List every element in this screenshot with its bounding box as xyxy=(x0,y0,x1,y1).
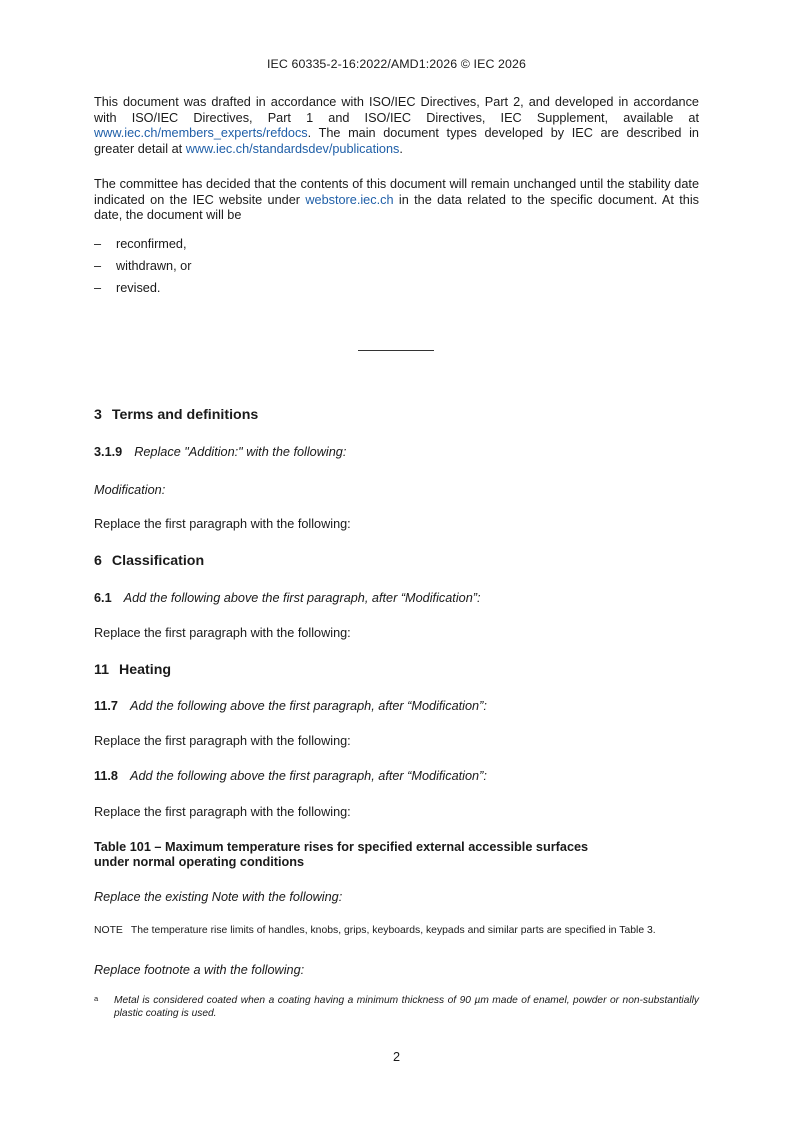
clause-11-7 xyxy=(94,699,487,713)
clause-3-1-9 xyxy=(94,445,346,459)
table-title-line: Table 101 – Maximum temperature rises for specified external accessible surfaces xyxy=(94,840,589,854)
note-text: The temperature rise limits of handles, knobs, grips, keyboards, keypads and similar parts are specified in Table 3. xyxy=(130,925,656,936)
clause-instruction: Add the following above the first paragraph, after “Modification”: xyxy=(130,699,487,713)
page-number: 2 xyxy=(392,1050,401,1064)
footnote-mark: a xyxy=(94,994,99,1003)
list-dash: – xyxy=(94,281,102,295)
replace-instruction: Replace the first paragraph with the following: xyxy=(94,805,351,819)
clause-number: 11.7 xyxy=(94,699,118,713)
clause-6-1 xyxy=(94,591,481,605)
replace-instruction: Replace the first paragraph with the following: xyxy=(94,517,351,531)
clause-instruction: Replace "Addition:" with the following: xyxy=(134,445,347,459)
footnote-text: Metal is considered coated when a coating having a minimum thickness of 90 µm made of enamel, powder or non-substantially plastic coating is used. xyxy=(114,995,699,1019)
section-6-heading xyxy=(94,553,204,569)
section-11-heading xyxy=(94,662,171,678)
list-item-text: revised. xyxy=(116,281,161,295)
replace-instruction: Replace the first paragraph with the following: xyxy=(94,626,351,640)
list-item-text: reconfirmed, xyxy=(116,237,187,251)
section-title: Heating xyxy=(119,662,172,678)
intro-text: . xyxy=(399,141,403,156)
separator-rule xyxy=(358,350,434,351)
intro-text: . The main document types developed by IEC are described in greater detail at xyxy=(94,126,699,156)
table-note xyxy=(94,925,699,938)
replace-note-instruction: Replace the existing Note with the following: xyxy=(94,890,343,904)
clause-11-8 xyxy=(94,769,487,783)
table-title-line: under normal operating conditions xyxy=(94,855,305,869)
webstore-link[interactable]: webstore.iec.ch xyxy=(305,192,394,207)
replace-footnote-instruction: Replace footnote a with the following: xyxy=(94,963,305,977)
list-dash: – xyxy=(94,237,102,251)
note-label: NOTE xyxy=(94,925,123,936)
clause-number: 11.8 xyxy=(94,769,118,783)
section-number: 3 xyxy=(94,407,102,423)
section-3-heading xyxy=(94,407,258,423)
section-title: Terms and definitions xyxy=(111,407,259,423)
section-number: 6 xyxy=(94,553,102,569)
section-number: 11 xyxy=(94,662,109,678)
list-dash: – xyxy=(94,259,102,273)
page-header: IEC 60335-2-16:2022/AMD1:2026 © IEC 2026 xyxy=(266,57,527,71)
refdocs-link[interactable]: www.iec.ch/members_experts/refdocs xyxy=(94,126,308,141)
clause-number: 3.1.9 xyxy=(94,445,123,459)
publications-link[interactable]: www.iec.ch/standardsdev/publications xyxy=(185,141,400,156)
clause-instruction: Add the following above the first paragraph, after “Modification”: xyxy=(130,769,487,783)
list-item xyxy=(94,280,160,296)
list-item xyxy=(94,258,191,274)
modification-label: Modification: xyxy=(94,483,166,497)
replace-instruction: Replace the first paragraph with the following: xyxy=(94,734,351,748)
clause-instruction: Add the following above the first paragraph, after “Modification”: xyxy=(123,591,481,605)
list-item-text: withdrawn, or xyxy=(116,259,192,273)
clause-number: 6.1 xyxy=(94,591,112,605)
intro-text: in the data related to the specific document. At this date, the document will be xyxy=(94,192,699,223)
intro-paragraph-2 xyxy=(94,177,699,224)
table-footnote xyxy=(94,995,699,1020)
intro-paragraph-1 xyxy=(94,95,699,157)
intro-text: This document was drafted in accordance with ISO/IEC Directives, Part 2, and developed in accordance with ISO/IEC Directives, Part 1 and ISO/IEC Directives, IEC Supplement, available at xyxy=(94,95,699,125)
section-title: Classification xyxy=(111,553,205,569)
table-101-title xyxy=(94,840,699,870)
list-item xyxy=(94,236,187,252)
intro-text: The committee has decided that the contents of this document will remain unchanged until the stability date indicated on the IEC website under xyxy=(94,177,699,207)
